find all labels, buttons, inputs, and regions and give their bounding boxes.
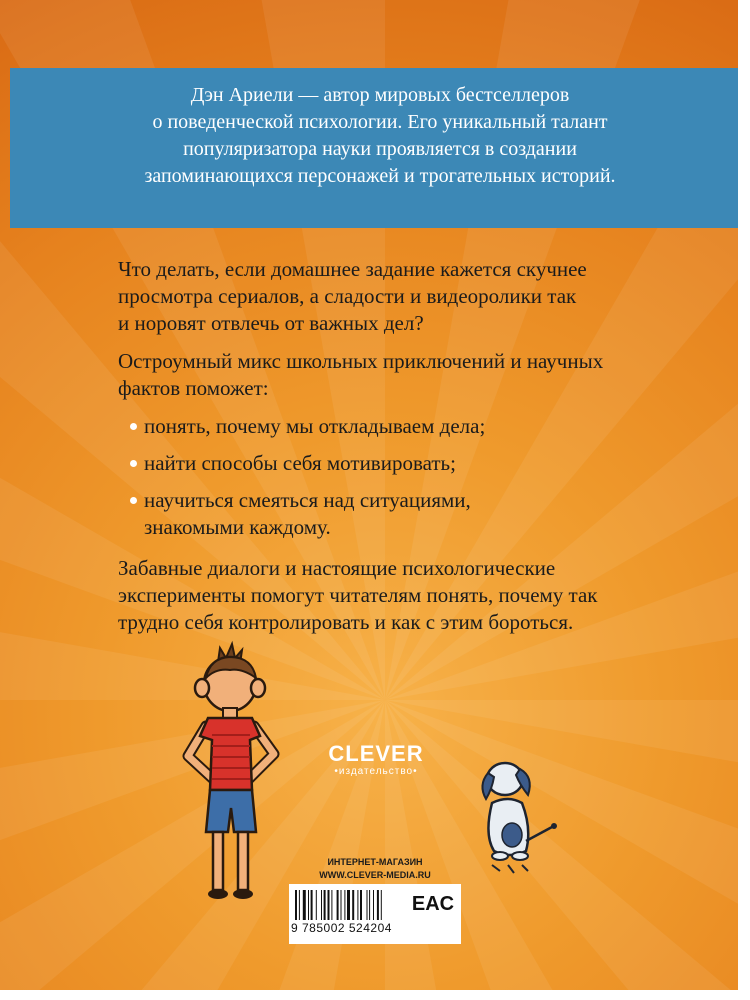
- publisher-logo: [316, 742, 436, 778]
- bullet-text: понять, почему мы откладываем дела;: [144, 414, 486, 438]
- bullet-item: [118, 487, 708, 541]
- shop-label: ИНТЕРНЕТ-МАГАЗИН: [327, 857, 423, 867]
- dog-illustration: [470, 755, 570, 885]
- intro-line: и норовят отвлечь от важных дел?: [118, 311, 424, 335]
- bullet-item: [118, 413, 708, 440]
- boy-illustration: [180, 640, 290, 910]
- barcode-bar: [311, 890, 313, 920]
- publisher-name: CLEVER: [328, 741, 424, 766]
- barcode-bar: [299, 890, 300, 920]
- bullet-dot-icon: [130, 423, 137, 430]
- bullet-text: найти способы себя мотивировать;: [144, 451, 456, 475]
- description: [118, 256, 708, 647]
- online-shop-info: [300, 856, 450, 882]
- closing-line: Забавные диалоги и настоящие психологические: [118, 556, 556, 580]
- author-info-text: [60, 82, 700, 190]
- closing-line: трудно себя контролировать и как с этим бороться.: [118, 610, 574, 634]
- info-line: запоминающихся персонажей и трогательных историй.: [144, 165, 616, 187]
- eac-mark: EAC: [411, 893, 455, 915]
- barcode-bar: [331, 890, 332, 920]
- barcode-bar: [295, 890, 297, 920]
- barcode-bar: [369, 890, 370, 920]
- mix-line: Остроумный микс школьных приключений и научных: [118, 349, 604, 373]
- barcode-bar: [344, 890, 345, 920]
- barcode-bar: [328, 890, 330, 920]
- barcode-bar: [367, 890, 368, 920]
- barcode-bar: [341, 890, 342, 920]
- barcode-bar: [352, 890, 354, 920]
- info-line: Дэн Ариели — автор мировых бестселлеров: [190, 84, 570, 106]
- barcode-bar: [321, 890, 322, 920]
- info-line: популяризатора науки проявляется в создании: [183, 138, 577, 160]
- bullet-dot-icon: [130, 497, 137, 504]
- barcode-bar: [360, 890, 362, 920]
- bullet-item: [118, 450, 708, 477]
- publisher-subtitle: •издательство•: [334, 766, 418, 777]
- barcode-bar: [357, 890, 358, 920]
- info-line: о поведенческой психологии. Его уникальный талант: [152, 111, 608, 133]
- barcode-bar: [316, 890, 317, 920]
- intro-paragraph: [118, 256, 708, 337]
- barcode-bar: [337, 890, 339, 920]
- barcode-bar: [347, 890, 350, 920]
- intro-line: просмотра сериалов, а сладости и видеоролики так: [118, 284, 577, 308]
- closing-line: эксперименты помогут читателям понять, почему так: [118, 583, 598, 607]
- bullet-text: знакомыми каждому.: [144, 515, 331, 539]
- bullet-text: научиться смеяться над ситуациями,: [144, 488, 471, 512]
- mix-paragraph: [118, 348, 708, 402]
- shop-url: WWW.CLEVER-MEDIA.RU: [319, 870, 431, 880]
- barcode-bar: [324, 890, 326, 920]
- barcode-bar: [303, 890, 306, 920]
- barcode-bar: [377, 890, 379, 920]
- intro-line: Что делать, если домашнее задание кажется скучнее: [118, 257, 587, 281]
- mix-line: фактов поможет:: [118, 376, 269, 400]
- closing-paragraph: [118, 555, 708, 636]
- barcode-bar: [308, 890, 309, 920]
- bullet-dot-icon: [130, 460, 137, 467]
- barcode-bar: [373, 890, 374, 920]
- barcode-bar: [381, 890, 382, 920]
- barcode-digits: 9 785002 524204: [291, 921, 403, 935]
